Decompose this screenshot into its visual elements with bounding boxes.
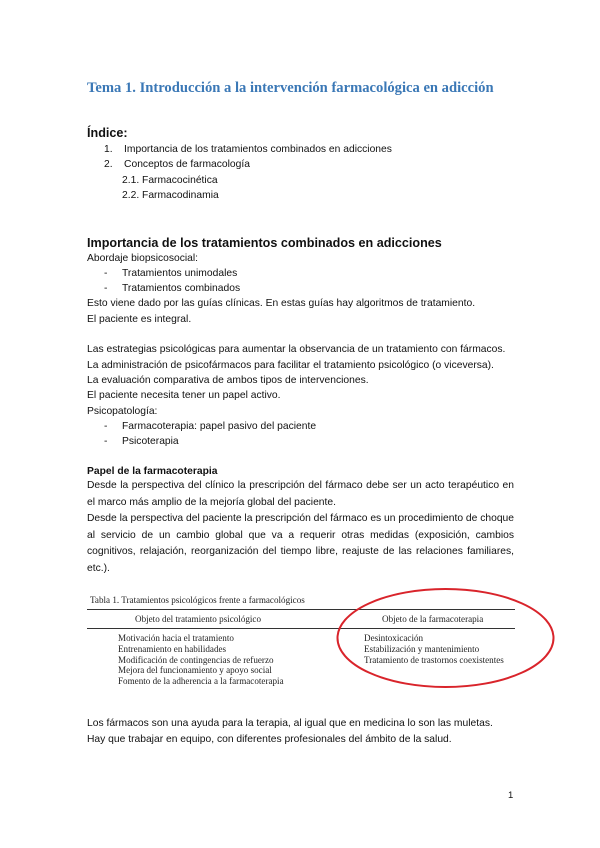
guias-text: Esto viene dado por las guías clínicas. En estas guías hay algoritmos de tratamiento. [87, 298, 476, 309]
table-cell: Modificación de contingencias de refuerzo [118, 654, 274, 665]
integral-text: El paciente es integral. [87, 314, 192, 325]
papel-paragraph-2: Desde la perspectiva del paciente la prescripción del fármaco es un procedimiento de choque al servicio de un cambio global que va a requerir otras medidas (exposición, cambios cognitivos, relajación, reorganización del tiempo libre, reajuste de las relaciones familiares, etc.). [87, 513, 514, 574]
table-header-psicologico: Objeto del tratamiento psicológico [135, 614, 262, 624]
closing-line-1: Los fármacos son una ayuda para la terapia, al igual que en medicina lo son las muletas. [87, 718, 493, 729]
papel-paragraphs [87, 478, 514, 577]
bullet-dash: - [104, 421, 108, 432]
section-heading-combinados: Importancia de los tratamientos combinados en adicciones [87, 236, 442, 250]
index-item-2-1: 2.1. Farmacocinética [122, 175, 218, 186]
table-cell: Tratamiento de trastornos coexistentes [364, 654, 504, 665]
highlight-circle [335, 586, 556, 690]
psico-item-2: Psicoterapia [122, 436, 179, 447]
page-number: 1 [508, 790, 514, 801]
papel-heading: Papel de la farmacoterapia [87, 466, 218, 477]
table-col-psicologico [118, 633, 284, 687]
bullet-dash: - [104, 436, 108, 447]
closing-line-2: Hay que trabajar en equipo, con diferentes profesionales del ámbito de la salud. [87, 734, 452, 745]
abordaje-label: Abordaje biopsicosocial: [87, 253, 199, 264]
table-cell: Estabilización y mantenimiento [364, 643, 480, 654]
index-item-2: 2. Conceptos de farmacología [104, 159, 250, 170]
body-line-4: El paciente necesita tener un papel activo. [87, 390, 281, 401]
abordaje-item-2: Tratamientos combinados [122, 283, 241, 294]
psicopatologia-label: Psicopatología: [87, 406, 158, 417]
table-cell: Mejora del funcionamiento y apoyo social [118, 665, 272, 676]
body-line-2: La administración de psicofármacos para facilitar el tratamiento psicológico (o viceversa). [87, 360, 494, 371]
bullet-dash: - [104, 283, 108, 294]
index-item-1: 1. Importancia de los tratamientos combinados en adicciones [104, 144, 392, 155]
index-heading: Índice: [87, 126, 128, 140]
table-caption: Tabla 1. Tratamientos psicológicos frente a farmacológicos [90, 595, 305, 605]
index-item-2-2: 2.2. Farmacodinamia [122, 190, 219, 201]
table-cell: Desintoxicación [364, 633, 424, 643]
bullet-dash: - [104, 268, 108, 279]
papel-paragraph-1: Desde la perspectiva del clínico la prescripción del fármaco debe ser un acto terapéutico en el marco más amplio de la mejoría global del paciente. [87, 480, 514, 508]
table-cell: Fomento de la adherencia a la farmacoterapia [118, 676, 284, 687]
psico-item-1: Farmacoterapia: papel pasivo del paciente [122, 421, 317, 432]
body-line-3: La evaluación comparativa de ambos tipos de intervenciones. [87, 375, 369, 386]
table-cell: Motivación hacia el tratamiento [118, 633, 234, 643]
document-title: Tema 1. Introducción a la intervención farmacológica en adicción [87, 80, 494, 96]
abordaje-item-1: Tratamientos unimodales [122, 268, 238, 279]
body-line-1: Las estrategias psicológicas para aumentar la observancia de un tratamiento con fármacos. [87, 344, 506, 355]
table-header-farmacoterapia: Objeto de la farmacoterapia [382, 614, 484, 624]
table-cell: Entrenamiento en habilidades [118, 643, 227, 654]
